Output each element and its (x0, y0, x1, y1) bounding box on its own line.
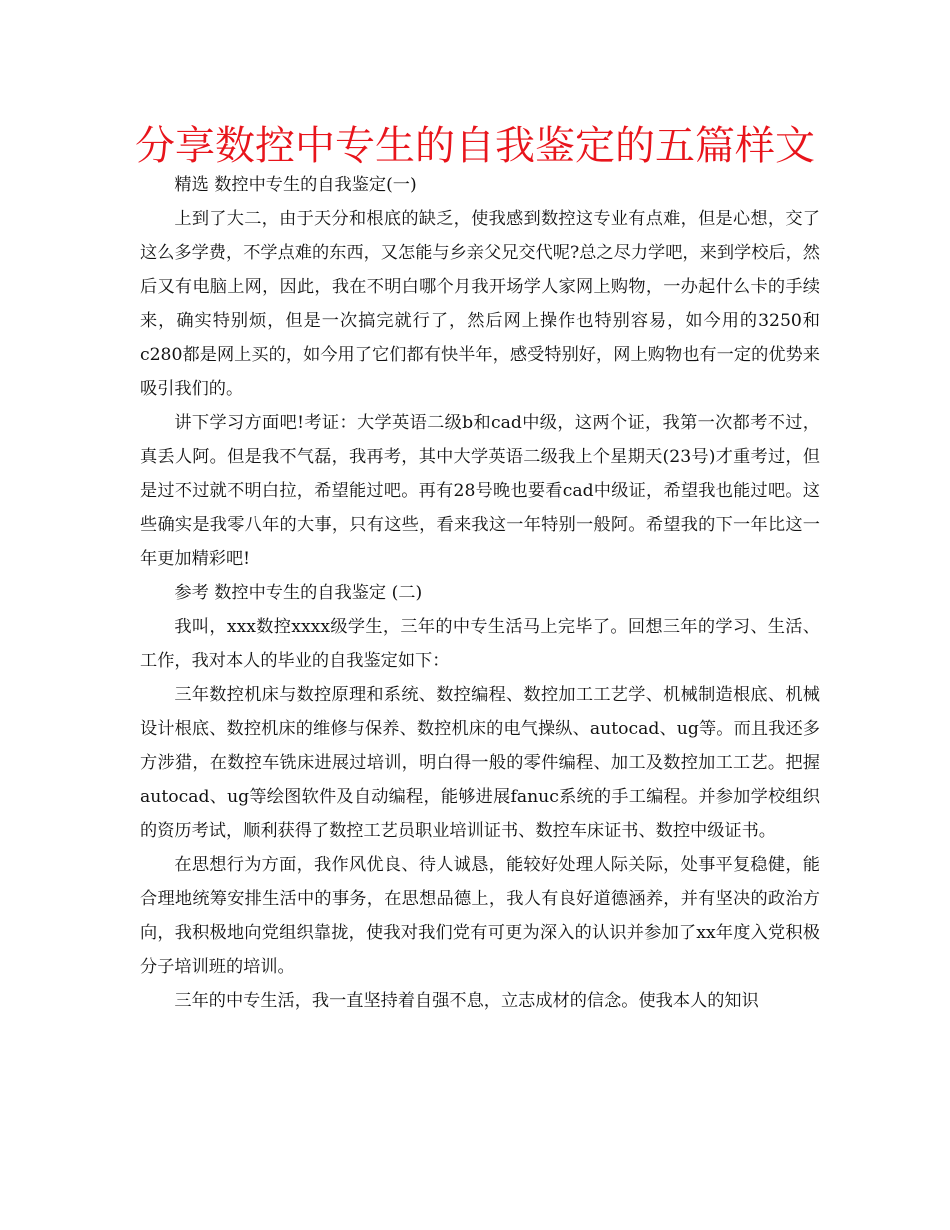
section-heading: 精选 数控中专生的自我鉴定(一) (174, 175, 417, 195)
body-paragraph: 上到了大二，由于天分和根底的缺乏，使我感到数控这专业有点难，但是心想，交了这么多学费，不学点难的东西，又怎能与乡亲父兄交代呢?总之尽力学吧，来到学校后，然后又有电脑上网，因此，我在不明白哪个月我开场学人家网上购物，一办起什么卡的手续来，确实特别烦，但是一次搞完就行了，然后网上操作也特别容易，如今用的3250和c280都是网上买的，如今用了它们都有快半年，感受特别好，网上购物也有一定的优势来吸引我们的。 (140, 209, 820, 399)
body-paragraph: 讲下学习方面吧!考证：大学英语二级b和cad中级，这两个证，我第一次都考不过，真丢人阿。但是我不气磊，我再考，其中大学英语二级我上个星期天(23号)才重考过，但是过不过就不明白拉，希望能过吧。再有28号晚也要看cad中级证，希望我也能过吧。这些确实是我零八年的大事，只有这些，看来我这一年特别一般阿。希望我的下一年比这一年更加精彩吧! (140, 413, 820, 569)
body-paragraph: 三年数控机床与数控原理和系统、数控编程、数控加工工艺学、机械制造根底、机械设计根底、数控机床的维修与保养、数控机床的电气操纵、autocad、ug等。而且我还多方涉猎，在数控车铣床进展过培训，明白得一般的零件编程、加工及数控加工工艺。把握autocad、ug等绘图软件及自动编程，能够进展fanuc系统的手工编程。并参加学校组织的资历考试，顺利获得了数控工艺员职业培训证书、数控车床证书、数控中级证书。 (140, 685, 820, 841)
document-title: 分享数控中专生的自我鉴定的五篇样文 (135, 123, 815, 169)
section-heading: 参考 数控中专生的自我鉴定 (二) (174, 583, 423, 603)
body-paragraph: 三年的中专生活，我一直坚持着自强不息，立志成材的信念。使我本人的知识 (174, 991, 759, 1011)
body-paragraph: 我叫，xxx数控xxxx级学生，三年的中专生活马上完毕了。回想三年的学习、生活、工作，我对本人的毕业的自我鉴定如下： (140, 617, 820, 671)
body-paragraph: 在思想行为方面，我作风优良、待人诚恳，能较好处理人际关际，处事平复稳健，能合理地统筹安排生活中的事务，在思想品德上，我人有良好道德涵养，并有坚决的政治方向，我积极地向党组织靠拢，使我对我们党有可更为深入的认识并参加了xx年度入党积极分子培训班的培训。 (140, 855, 820, 977)
document-body (140, 168, 820, 1018)
